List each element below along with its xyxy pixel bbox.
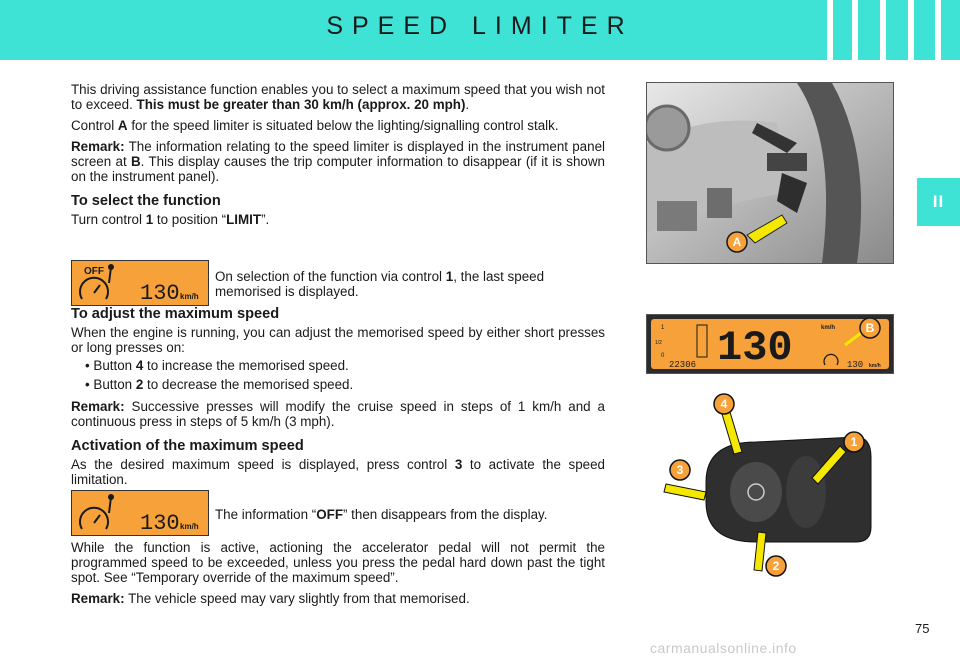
adjust-paragraph: When the engine is running, you can adjust the memorised speed by either short presses or long presses on:: [71, 325, 605, 355]
intro-section: [71, 82, 605, 233]
svg-text:2: 2: [772, 559, 780, 573]
display1-text: On selection of the function via control 1, the last speed memorised is displayed.: [215, 269, 545, 299]
arrow-3: [664, 484, 706, 500]
limiter-display-graphic: [72, 261, 208, 305]
display2-text: The information “OFF” then disappears from the display.: [215, 507, 548, 522]
dashboard-photo: [646, 82, 894, 264]
limiter-needle-head: [108, 264, 114, 270]
header-stripe: [852, 0, 858, 60]
control-paragraph: Control A for the speed limiter is situated below the lighting/signalling control stalk.: [71, 118, 559, 133]
instrument-panel-graphic: [647, 315, 893, 373]
fuel-mid: 1/2: [655, 340, 662, 346]
adjust-section: [71, 307, 605, 493]
bullet-decrease: • Button 2 to decrease the memorised speed.: [85, 377, 354, 392]
svg-text:A: A: [732, 235, 742, 249]
activation-paragraph: As the desired maximum speed is displayed, press control 3 to activate the speed limitation.: [71, 457, 606, 487]
instrument-panel-figure: [646, 314, 894, 374]
watermark: carmanualsonline.info: [650, 640, 797, 656]
header-bar: [0, 0, 960, 60]
intro-paragraph: This driving assistance function enables you to select a maximum speed that you wish not to exceed. This must be greater than 30 km/h (approx. 20 mph).: [71, 82, 605, 112]
fuel-top: 1: [661, 325, 665, 331]
svg-text:3: 3: [676, 463, 684, 477]
closing-section: [71, 540, 605, 612]
header-stripe: [880, 0, 886, 60]
panel-small-speed: 130: [847, 360, 864, 370]
callout-a: [726, 231, 748, 253]
speed-unit: km/h: [180, 522, 199, 531]
odometer: 22306: [669, 360, 697, 370]
speed-value: 130: [140, 511, 180, 535]
panel-small-unit: km/h: [869, 363, 881, 369]
activation-heading: Activation of the maximum speed: [71, 438, 304, 454]
svg-text:4: 4: [720, 397, 728, 411]
speed-value: 130: [140, 281, 180, 305]
bullet-increase: • Button 4 to increase the memorised speed.: [85, 358, 349, 373]
page-number: 75: [915, 621, 930, 636]
header-stripe: [935, 0, 941, 60]
header-stripe: [908, 0, 914, 60]
limiter-display-active: [71, 490, 209, 536]
speedometer-icon: [80, 278, 108, 299]
adjust-heading: To adjust the maximum speed: [71, 306, 280, 322]
page-title: SPEED LIMITER: [326, 12, 634, 40]
svg-text:B: B: [865, 321, 875, 335]
callout-b: [859, 317, 881, 339]
closing-paragraph: While the function is active, actioning the accelerator pedal will not permit the programmed speed to be exceeded, unless you press the pedal hard down past the tight spot. See “Temporary override of the maximum speed”.: [71, 540, 605, 585]
select-heading: To select the function: [71, 193, 221, 209]
svg-text:1: 1: [850, 435, 858, 449]
header-stripe: [827, 0, 833, 60]
dashboard-illustration: [647, 83, 893, 263]
select-paragraph: Turn control 1 to position “LIMIT”.: [71, 212, 270, 227]
speed-unit: km/h: [180, 292, 199, 301]
remark-paragraph: Remark: The information relating to the speed limiter is displayed in the instrument panel screen at B. This display causes the trip computer information to disappear (if it is shown on the instrument panel).: [71, 139, 605, 184]
control-stalk-graphic: [646, 392, 892, 582]
panel-speed: 130: [717, 324, 793, 372]
limiter-needle-head: [108, 494, 114, 500]
off-label: OFF: [84, 266, 104, 277]
limiter-display-graphic: [72, 491, 208, 535]
closing-remark: Remark: The vehicle speed may vary slightly from that memorised.: [71, 591, 470, 606]
fuel-bottom: 0: [661, 353, 665, 359]
control-stalk-figure: [646, 392, 892, 582]
chapter-tab[interactable]: II: [917, 178, 960, 226]
adjust-remark: Remark: Successive presses will modify the cruise speed in steps of 1 km/h and a continuous press in steps of 5 km/h (3 mph).: [71, 399, 605, 429]
panel-unit: km/h: [821, 325, 836, 331]
limiter-display-off: [71, 260, 209, 306]
speedometer-icon: [80, 508, 108, 529]
